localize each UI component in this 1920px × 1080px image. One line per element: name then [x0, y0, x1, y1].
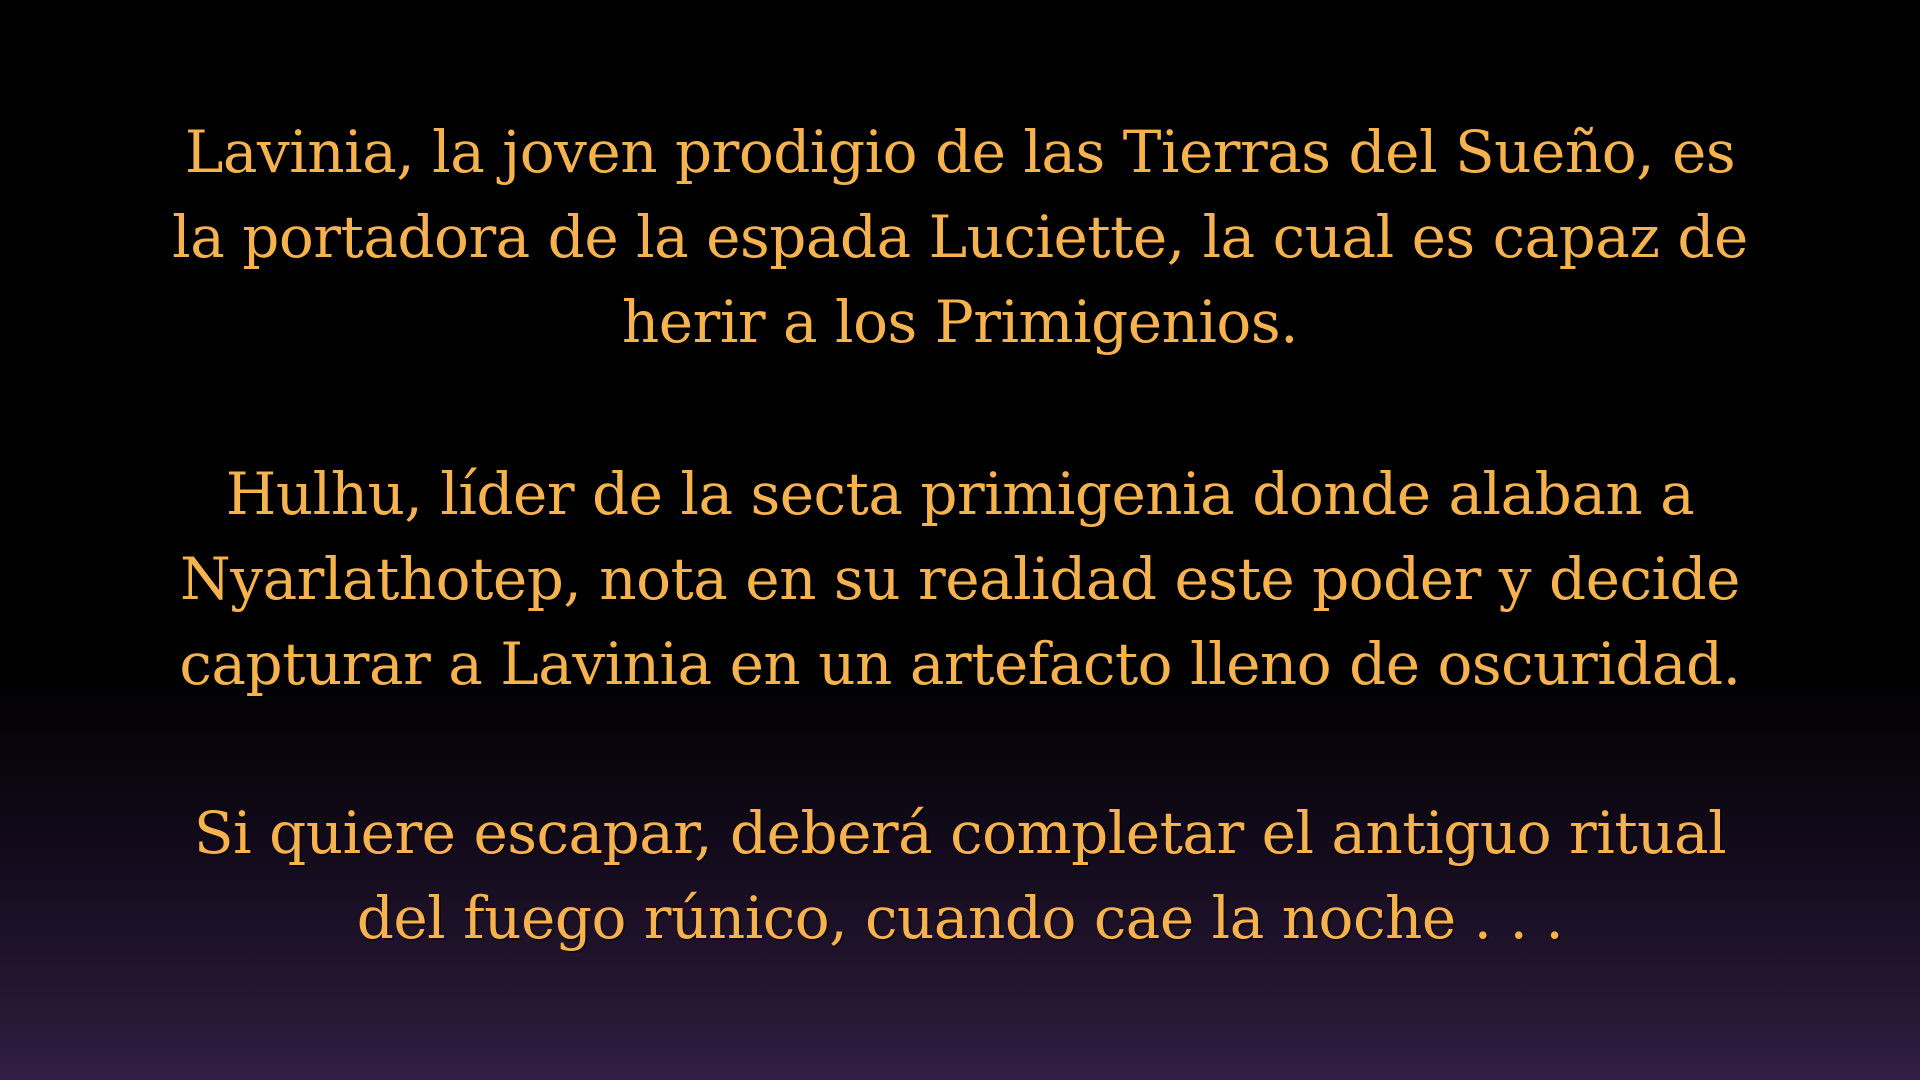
story-line: Hulhu, líder de la secta primigenia donde alaban a: [225, 460, 1695, 528]
story-line: capturar a Lavinia en un artefacto lleno de oscuridad.: [179, 630, 1741, 698]
story-line: Nyarlathotep, nota en su realidad este poder y decide: [180, 545, 1740, 613]
story-paragraph-2: [40, 452, 1880, 707]
story-line: herir a los Primigenios.: [621, 288, 1299, 356]
story-line: la portadora de la espada Luciette, la cual es capaz de: [172, 203, 1748, 271]
story-line: Lavinia, la joven prodigio de las Tierras del Sueño, es: [184, 118, 1736, 186]
story-line: del fuego rúnico, cuando cae la noche . . .: [356, 884, 1564, 952]
story-line: Si quiere escapar, deberá completar el antiguo ritual: [193, 799, 1727, 867]
story-paragraph-3: [40, 791, 1880, 961]
story-paragraph-1: [40, 110, 1880, 365]
